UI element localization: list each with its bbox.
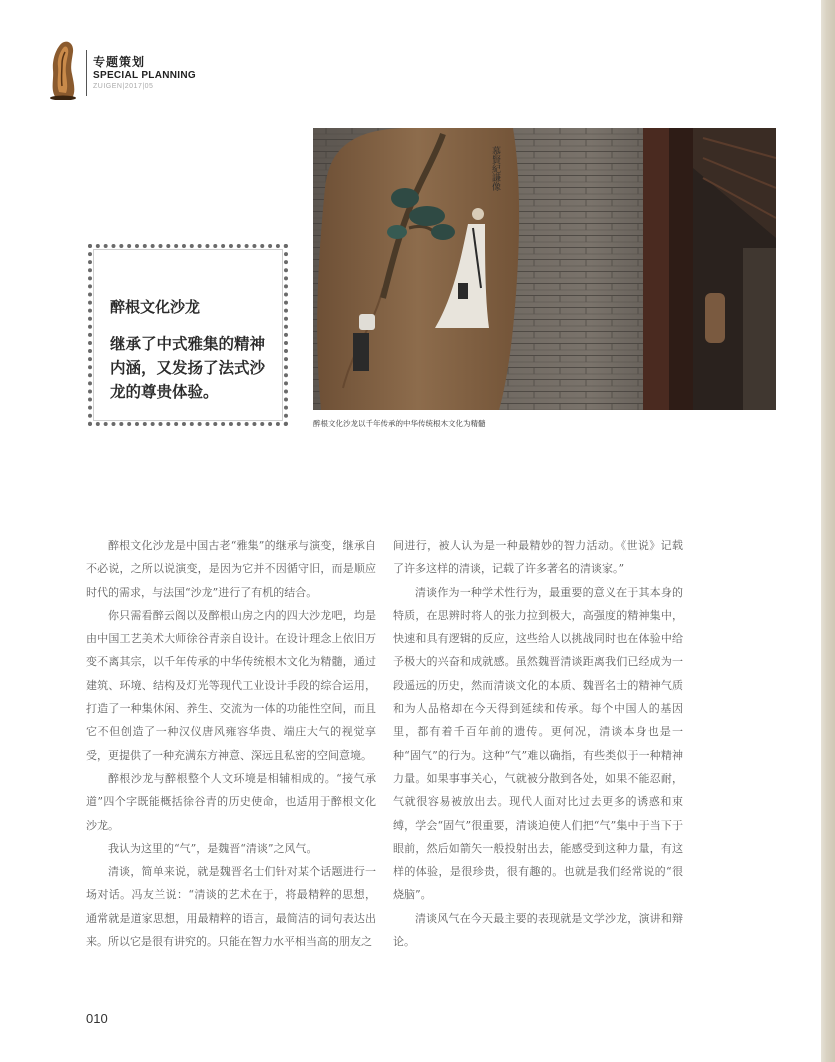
page-edge-strip: [821, 0, 835, 1062]
photo-caption: 醉根文化沙龙以千年传承的中华传统根木文化为精髓: [313, 419, 486, 428]
pull-quote-title: 醉根文化沙龙: [110, 298, 201, 316]
pull-quote-body: 继承了中式雅集的精神内涵，又发扬了法式沙龙的尊贵体验。: [110, 334, 266, 401]
salon-photo: [313, 128, 776, 410]
article-paragraph: 醉根沙龙与醉根整个人文环境是相辅相成的。“接气承道”四个字既能概括徐谷青的历史使命，也适用于醉根文化沙龙。: [86, 771, 376, 832]
header-divider: [86, 50, 87, 96]
article-paragraph: 清谈风气在今天最主要的表现就是文学沙龙，演讲和辩论。: [393, 911, 683, 949]
page-number: 010: [86, 1011, 108, 1026]
article-paragraph: 醉根文化沙龙是中国古老“雅集”的继承与演变，继承自不必说，之所以说演变，是因为它并不因循守旧，而是顺应时代的需求，与法国“沙龙”进行了有机的结合。: [86, 539, 376, 599]
section-header: [46, 40, 246, 104]
article-column-right: [393, 534, 683, 953]
pull-quote-box: [88, 244, 288, 426]
article-column-left: [86, 534, 376, 953]
article-paragraph: 间进行，被人认为是一种最精妙的智力活动。《世说》记载了许多这样的清谈，记载了许多著名的清谈家。”: [393, 539, 683, 576]
salon-photo-illustration: [313, 128, 776, 410]
article-paragraph: 清谈，简单来说，就是魏晋名士们针对某个话题进行一场对话。冯友兰说：“清谈的艺术在于，将最精粹的思想，通常就是道家思想，用最精粹的语言，最简洁的词句表达出来。所以它是很有讲究的。只能在智力水平相当高的朋友之: [86, 865, 376, 949]
article-paragraph: 你只需看醉云阁以及醉根山房之内的四大沙龙吧，均是由中国工艺美术大师徐谷青亲自设计。在设计理念上依旧万变不离其宗，以千年传承的中华传统根木文化为精髓，通过建筑、环境、结构及灯光等现代工业设计手段的综合运用，打造了一种集休闲、养生、交流为一体的功能性空间，而且它不但创造了一种汉仪唐风雍容华贵、端庄大气的视觉享受，更提供了一种充满东方神意、深远且私密的空间意境。: [86, 608, 376, 762]
issue-code: ZUIGEN|2017|05: [93, 83, 154, 90]
section-title-en: SPECIAL PLANNING: [93, 70, 196, 81]
scroll-inscription: 慕賢紀謙像: [490, 146, 500, 191]
section-title-cn: 专题策划: [93, 55, 146, 69]
article-paragraph: 我认为这里的“气”，是魏晋“清谈”之风气。: [108, 841, 318, 855]
root-sculpture-icon: [46, 40, 80, 100]
article-paragraph: 清谈作为一种学术性行为，最重要的意义在于其本身的特质，在思辨时将人的张力拉到极大，高强度的精神集中，快速和具有逻辑的反应，这些给人以挑战同时也在体验中给予极大的兴奋和成就感。虽然魏晋清谈距离我们已经成为一段遥远的历史，然而清谈文化的本质、魏晋名士的精神气质和为人品格却在今天得到延续和传承。每个中国人的基因里，都有着千百年前的遗传。更何况，清谈本身也是一种“固气”的行为。这种“气”难以确指，有些类似于一种精神力量。如果事事关心，气就被分散到各处，如果不能忍耐，气就很容易被放出去。现代人面对比过去更多的诱惑和束缚，学会“固气”很重要，清谈迫使人们把“气”集中于当下于眼前，然后如箭矢一般投射出去，能感受到这种力量，有这样的体验，是很珍贵，很有趣的。也就是我们经常说的“很烧脑”。: [393, 585, 683, 902]
